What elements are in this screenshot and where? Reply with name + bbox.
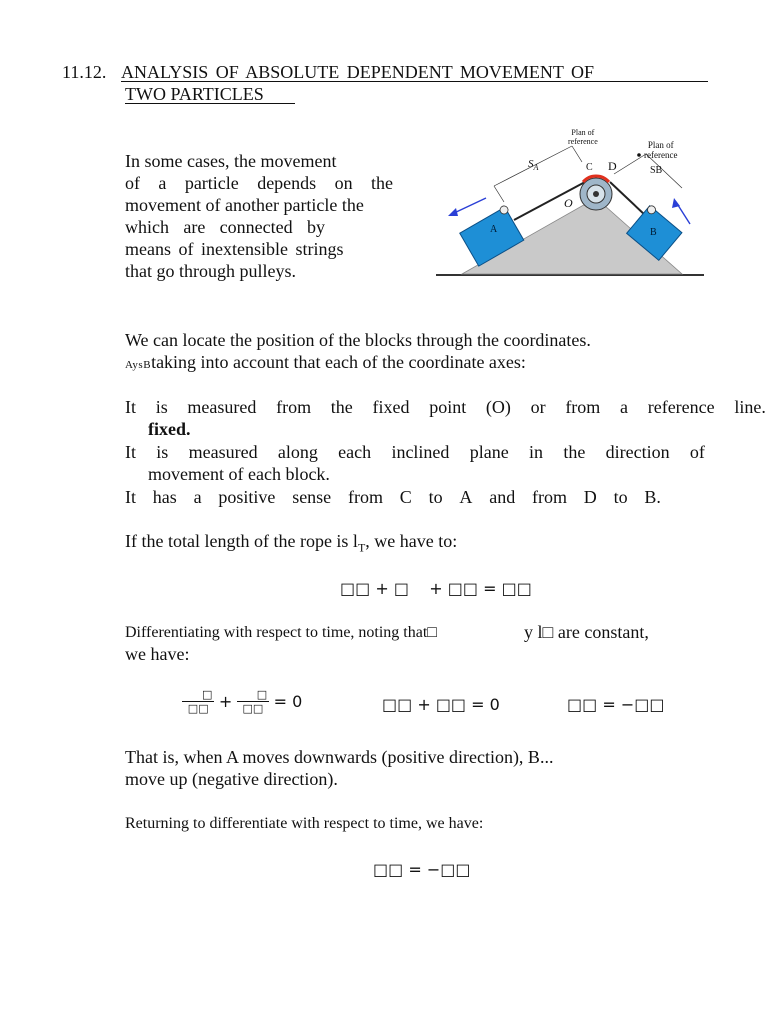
word: from — [565, 397, 601, 417]
paragraph-differentiating-b: y l□ are constant, — [524, 622, 649, 642]
word: is — [155, 397, 168, 417]
plan-ref-right-2: reference — [644, 150, 678, 160]
label-b: B — [650, 227, 657, 238]
total-length-text: If the total length of the rope is l — [125, 531, 358, 551]
fraction-1-den: □□ — [187, 702, 209, 715]
arrow-a — [452, 198, 486, 214]
word: of — [125, 173, 140, 193]
label-sa-main: S — [528, 158, 534, 170]
word: from — [347, 487, 383, 507]
word: of — [689, 442, 705, 462]
section-number: 11.12. — [62, 62, 107, 82]
pulley-axle — [593, 191, 599, 197]
word: particle — [184, 173, 239, 193]
word: measured — [187, 397, 257, 417]
intro-line-2 — [125, 172, 393, 194]
word: the — [563, 442, 586, 462]
intro-line-1: In some cases, the movement — [125, 151, 337, 171]
rope-right — [610, 182, 646, 216]
word: which — [125, 217, 169, 237]
heading-line-1 — [121, 61, 656, 83]
word: by — [306, 217, 325, 237]
word: to — [428, 487, 443, 507]
total-length-end: , we have to: — [365, 531, 458, 551]
word: plane — [469, 442, 509, 462]
paragraph-that-is: That is, when A moves downwards (positive direction), B... — [125, 747, 554, 767]
fraction-1 — [182, 688, 214, 715]
equation-plus: + — [218, 692, 233, 711]
sb-dimension-line — [614, 154, 646, 174]
axes-prefix: AysB — [125, 359, 152, 371]
word: along — [277, 442, 318, 462]
intro-line-5: means of inextensible strings — [125, 239, 344, 259]
label-d: D — [608, 159, 617, 173]
heading-line-2-text: TWO PARTICLES — [125, 84, 264, 104]
axes-rest: taking into account that each of the coordinate axes: — [151, 352, 526, 372]
word: It — [125, 397, 136, 417]
list-item-3 — [125, 486, 661, 508]
equation-equals-zero: = 0 — [273, 692, 303, 711]
plan-ref-left — [568, 128, 598, 146]
equation-derivative — [182, 688, 302, 715]
word: C — [399, 487, 412, 507]
word: connected — [219, 217, 293, 237]
word: It — [125, 442, 136, 462]
word: has — [152, 487, 177, 507]
intro-line-4 — [125, 216, 325, 238]
label-sa — [528, 158, 538, 172]
equation-length: □□ + □ + □□ = □□ — [340, 579, 532, 598]
word: each — [338, 442, 372, 462]
word: the — [330, 397, 353, 417]
word: and — [489, 487, 516, 507]
word: to — [613, 487, 628, 507]
label-sb: SB — [650, 165, 663, 176]
word: point — [429, 397, 467, 417]
fraction-1-num: □ — [182, 688, 214, 702]
list-item-1-cont: fixed. — [148, 419, 191, 439]
paragraph-we-have: we have: — [125, 644, 190, 664]
paragraph-axes — [125, 351, 526, 376]
paragraph-coordinates: We can locate the position of the blocks through the coordinates. — [125, 330, 591, 350]
fraction-2-den: □□ — [242, 702, 264, 715]
word: a — [158, 173, 167, 193]
word: direction — [605, 442, 670, 462]
word: on — [334, 173, 353, 193]
word: or — [530, 397, 546, 417]
word: (O) — [485, 397, 511, 417]
paragraph-returning: Returning to differentiate with respect to time, we have: — [125, 815, 484, 832]
pulley-diagram — [432, 124, 706, 290]
word: D — [583, 487, 597, 507]
intro-line-3: movement of another particle the — [125, 195, 364, 215]
word: inclined — [391, 442, 450, 462]
word: B. — [644, 487, 661, 507]
plan-ref-left-2: reference — [568, 137, 598, 146]
list-item-1 — [125, 396, 766, 418]
list-item-2-cont: movement of each block. — [148, 464, 330, 484]
word: is — [156, 442, 169, 462]
word: a — [193, 487, 202, 507]
plan-ref-right — [644, 140, 677, 160]
word: are — [183, 217, 206, 237]
word: measured — [188, 442, 258, 462]
word: It — [125, 487, 136, 507]
word: line. — [734, 397, 766, 417]
word: sense — [292, 487, 332, 507]
fraction-2 — [237, 688, 269, 715]
label-c: C — [586, 162, 593, 173]
word: A — [459, 487, 473, 507]
equation-velocity-relation: □□ = −□□ — [567, 695, 665, 714]
paragraph-total-length — [125, 530, 457, 559]
paragraph-differentiating: Differentiating with respect to time, noting that□ — [125, 624, 437, 641]
label-sa-sub: A — [533, 163, 539, 173]
word: from — [276, 397, 312, 417]
word: from — [532, 487, 567, 507]
intro-line-6: that go through pulleys. — [125, 261, 296, 281]
plan-ref-right-1: Plan of — [647, 140, 674, 150]
heading-line-1-wrap — [121, 61, 708, 82]
equation-velocity-sum: □□ + □□ = 0 — [382, 695, 500, 714]
fraction-2-num: □ — [237, 688, 269, 702]
list-item-2 — [125, 441, 705, 463]
word: a — [620, 397, 629, 417]
label-a: A — [490, 224, 498, 235]
equation-acceleration: □□ = −□□ — [373, 860, 471, 879]
word: positive — [218, 487, 276, 507]
heading-line-1-text: ANALYSIS OF ABSOLUTE DEPENDENT MOVEMENT OF — [121, 62, 595, 82]
heading-line-2 — [125, 83, 295, 104]
paragraph-move-up: move up (negative direction). — [125, 769, 338, 789]
label-o: O — [564, 196, 573, 210]
word: reference — [647, 397, 715, 417]
word: fixed — [372, 397, 410, 417]
total-length-sub: T — [357, 540, 366, 555]
word: the — [370, 173, 393, 193]
word: depends — [257, 173, 317, 193]
word: in — [529, 442, 544, 462]
plan-ref-left-1: Plan of — [571, 128, 595, 137]
